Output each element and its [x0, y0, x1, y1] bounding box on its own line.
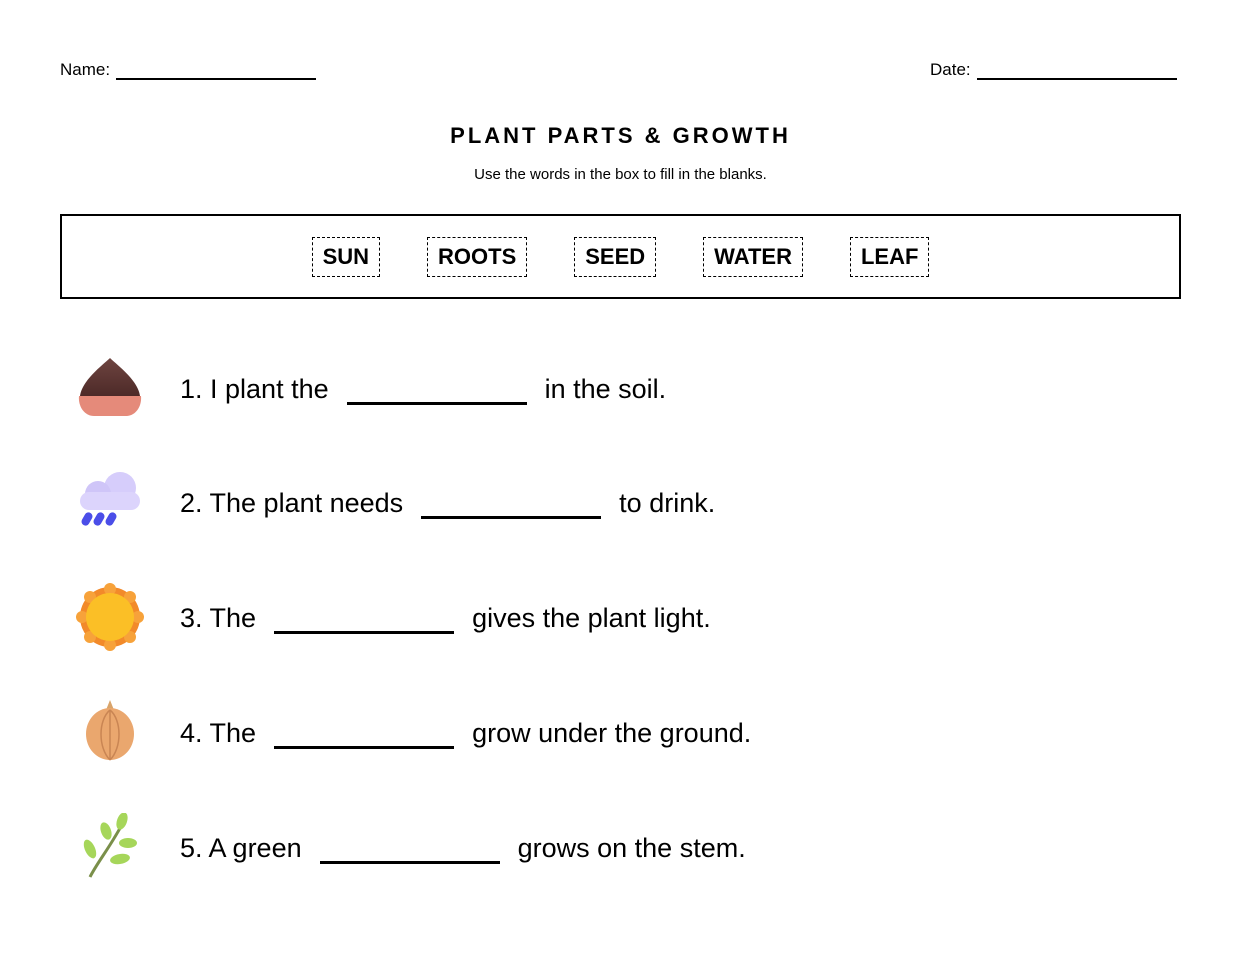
question-5: [0, 813, 1241, 883]
leafy-branch-icon: [76, 813, 144, 881]
answer-blank[interactable]: [320, 841, 500, 864]
question-4: [0, 698, 1241, 768]
word-bank-item: SUN: [312, 237, 380, 277]
answer-blank[interactable]: [421, 496, 601, 519]
worksheet-instructions: Use the words in the box to fill in the blanks.: [474, 166, 767, 183]
chestnut-seed-icon: [76, 354, 144, 422]
answer-blank[interactable]: [347, 382, 527, 405]
question-1: [0, 354, 1241, 424]
question-text-before: 5. A green: [180, 833, 302, 863]
name-blank-line[interactable]: [116, 64, 316, 80]
word-bank: [60, 214, 1181, 299]
question-text-before: 1. I plant the: [180, 374, 329, 404]
word-bank-item: LEAF: [850, 237, 929, 277]
question-text-after: gives the plant light.: [472, 603, 711, 633]
question-text-after: to drink.: [619, 488, 716, 518]
word-bank-item: WATER: [703, 237, 803, 277]
answer-blank[interactable]: [274, 726, 454, 749]
date-label: Date:: [930, 60, 971, 79]
word-bank-item: SEED: [574, 237, 656, 277]
date-blank-line[interactable]: [977, 64, 1177, 80]
question-text-after: in the soil.: [544, 374, 667, 404]
question-2: [0, 468, 1241, 538]
worksheet-title: PLANT PARTS & GROWTH: [450, 123, 791, 148]
question-text-before: 4. The: [180, 718, 257, 748]
sun-icon: [76, 583, 144, 651]
word-bank-item: ROOTS: [427, 237, 527, 277]
question-text-before: 3. The: [180, 603, 257, 633]
name-label: Name:: [60, 60, 111, 79]
answer-blank[interactable]: [274, 611, 454, 634]
question-text-before: 2. The plant needs: [180, 488, 404, 518]
onion-bulb-icon: [76, 698, 144, 766]
rain-cloud-icon: [76, 468, 144, 536]
question-text-after: grow under the ground.: [472, 718, 752, 748]
name-field[interactable]: [60, 60, 316, 80]
question-3: [0, 583, 1241, 653]
date-field[interactable]: [930, 60, 1177, 80]
question-text-after: grows on the stem.: [517, 833, 746, 863]
